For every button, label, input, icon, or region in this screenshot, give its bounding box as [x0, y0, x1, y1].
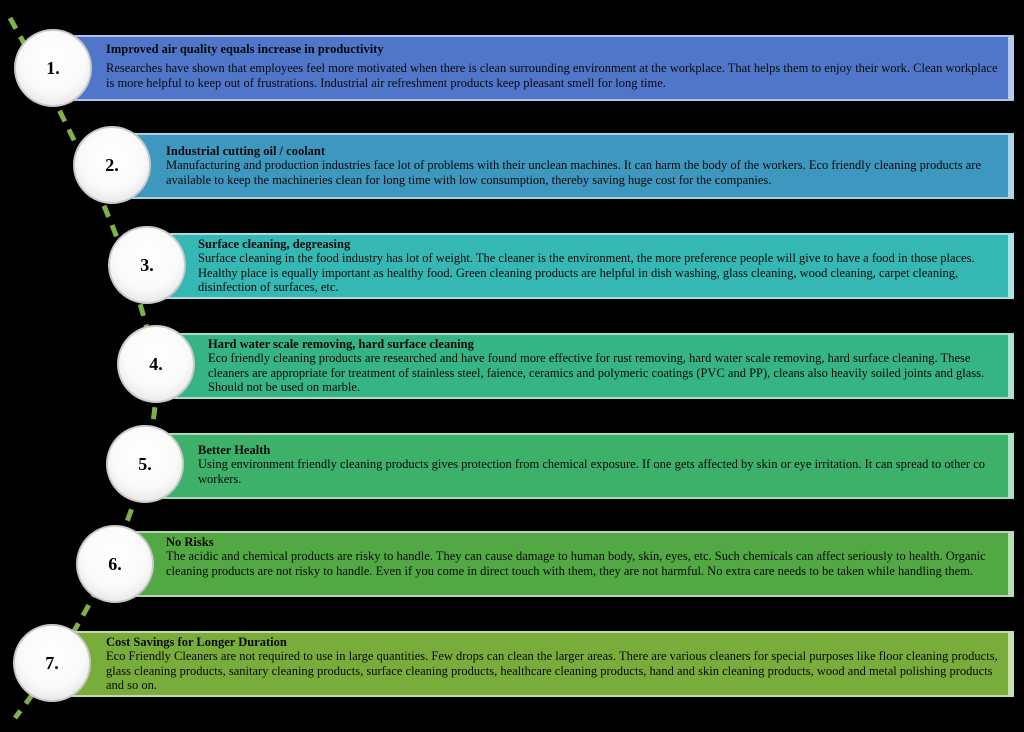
item-1-title: Improved air quality equals increase in productivity: [106, 42, 384, 56]
item-3-body: Surface cleaning in the food industry has lot of weight. The cleaner is the environment, the more preference people will give to have a food in those places. Healthy place is equally important as healthy food. Green cleaning products are helpful in dish washing, glass cleaning, wood cleaning, carpet cleaning, disinfection of surfaces, etc.: [198, 251, 975, 294]
item-7-title: Cost Savings for Longer Duration: [106, 635, 287, 649]
item-5-number-circle: [106, 425, 184, 503]
item-3-number: 3.: [140, 254, 154, 275]
item-4-banner: [162, 333, 1014, 399]
item-1-body: Researches have shown that employees feel more motivated when there is clean surrounding environment at the workplace. That helps them to enjoy their work. Clean workplace is more helpful to keep out of frustrations. Industrial air refreshment products keep pleasant smell for long time.: [106, 61, 998, 90]
item-1-banner: [60, 35, 1014, 101]
item-3-banner: [152, 233, 1014, 299]
item-3-title: Surface cleaning, degreasing: [198, 237, 351, 251]
item-4-number-circle: [117, 325, 195, 403]
item-7-number-circle: [13, 624, 91, 702]
item-7-banner: [60, 631, 1014, 697]
item-5-number: 5.: [138, 453, 152, 474]
item-6-title: No Risks: [166, 535, 214, 549]
item-1-number-circle: [14, 29, 92, 107]
item-6-number: 6.: [108, 553, 122, 574]
item-1-number: 1.: [46, 57, 60, 78]
item-6-number-circle: [76, 525, 154, 603]
item-2-body: Manufacturing and production industries face lot of problems with their unclean machines. It can harm the body of the workers. Eco friendly cleaning products are available to keep the machineries clean for long time with low consumption, thereby saving huge cost for the companies.: [166, 158, 982, 187]
item-5-title: Better Health: [198, 443, 271, 457]
item-7-number: 7.: [45, 652, 59, 673]
item-7-body: Eco Friendly Cleaners are not required to use in large quantities. Few drops can clean the larger areas. There are various cleaners for special purposes like floor cleaning products, glass cleaning products, sanitary cleaning products, surface cleaning products, healthcare cleaning products, hand and skin cleaning products, wood and metal polishing products and so on.: [106, 649, 998, 692]
item-5-body: Using environment friendly cleaning products gives protection from chemical exposure. If one gets affected by skin or eye irritation. It can spread to other co workers.: [198, 457, 986, 486]
item-6-body: The acidic and chemical products are risky to handle. They can cause damage to human body, skin, eyes, etc. Such chemicals can affect seriously to health. Organic cleaning products are not risky to handle. Even if you come in direct touch with them, they are not harmful. No extra care needs to be taken while handling them.: [166, 549, 986, 578]
item-2-banner: [120, 133, 1014, 199]
item-4-body: Eco friendly cleaning products are researched and have found more effective for rust removing, hard water scale removing, hard surface cleaning. These cleaners are appropriate for treatment of stainless steel, faience, ceramics and polymeric coatings (PVC and PP), cleans also heavily soiled joints and glass. Should not be used on marble.: [208, 351, 985, 394]
item-2-number-circle: [73, 126, 151, 204]
item-3-number-circle: [108, 226, 186, 304]
item-5-banner: [152, 433, 1014, 499]
item-4-number: 4.: [149, 353, 163, 374]
item-4-title: Hard water scale removing, hard surface cleaning: [208, 337, 474, 351]
item-2-title: Industrial cutting oil / coolant: [166, 144, 326, 158]
item-2-number: 2.: [105, 154, 119, 175]
item-6-banner: [120, 531, 1014, 597]
